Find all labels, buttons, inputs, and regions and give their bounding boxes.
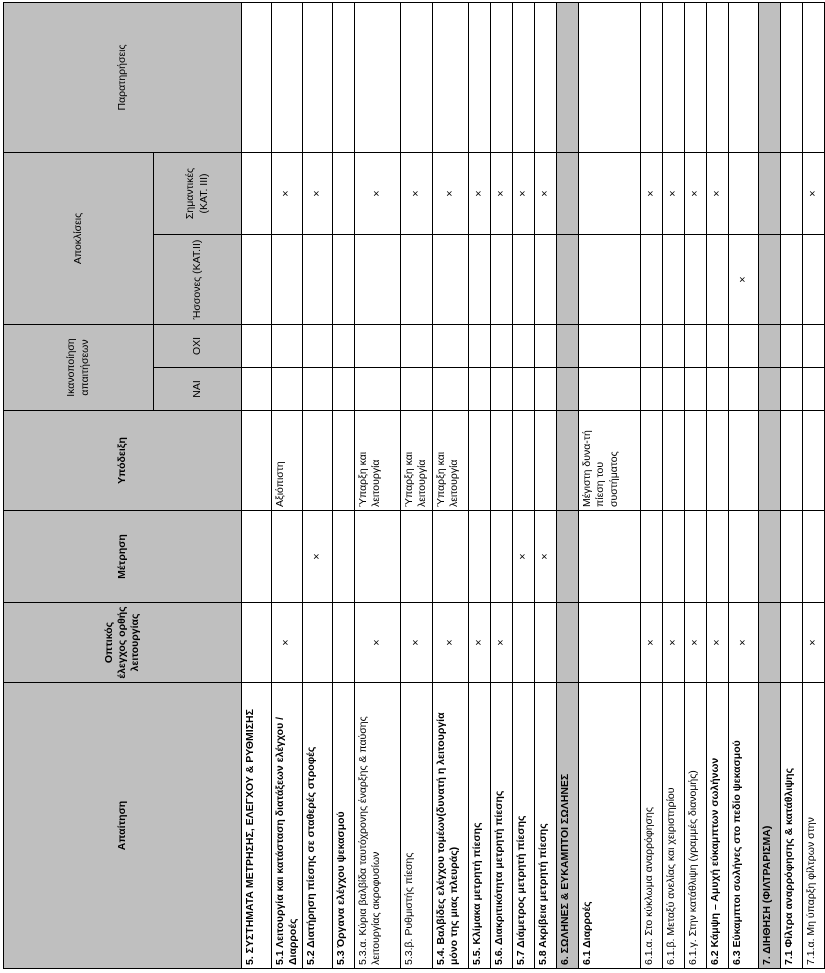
table-row [272, 2, 303, 968]
cell-remarks [513, 2, 535, 152]
cell-visual-check: × [433, 603, 469, 683]
cell-remarks [433, 2, 469, 152]
cell-minor [333, 235, 355, 325]
cell-no [355, 325, 401, 368]
table-row [803, 2, 825, 968]
cell-minor [535, 235, 557, 325]
cell-remarks [729, 2, 759, 152]
cell-significant [242, 152, 272, 234]
cell-minor [433, 235, 469, 325]
header-significant: Σημαντικές (ΚΑΤ. ΙΙΙ) [154, 152, 242, 234]
cell-minor [557, 235, 579, 325]
table-row [513, 2, 535, 968]
cell-requirement: 6.2 Κάμψη – Αμυχή εύκαμπτων σωλήνων [707, 683, 729, 969]
cell-measurement [729, 511, 759, 603]
cell-remarks [401, 2, 433, 152]
table-row [242, 2, 272, 968]
cell-visual-check: × [663, 603, 685, 683]
cell-measurement [685, 511, 707, 603]
table-row [579, 2, 641, 968]
cell-visual-check [535, 603, 557, 683]
cell-visual-check [579, 603, 641, 683]
cell-measurement [579, 511, 641, 603]
cell-yes [303, 368, 333, 411]
cell-measurement [641, 511, 663, 603]
table-header [4, 2, 242, 968]
cell-no [491, 325, 513, 368]
cell-measurement [803, 511, 825, 603]
cell-visual-check [303, 603, 333, 683]
cell-significant [333, 152, 355, 234]
cell-significant: × [641, 152, 663, 234]
cell-significant [759, 152, 781, 234]
table-row [641, 2, 663, 968]
cell-indication [707, 411, 729, 511]
table-row [663, 2, 685, 968]
cell-requirement: 5.1 Λειτουργία και κατάσταση διατάξεων ελέγχου / Διαρροές [272, 683, 303, 969]
cell-requirement: 5.4. Βαλβίδες ελέγχου τομέων(δυνατή η λειτουργία μόνο της μιας πλευράς) [433, 683, 469, 969]
cell-significant: × [707, 152, 729, 234]
table-row [401, 2, 433, 968]
cell-minor [579, 235, 641, 325]
cell-indication: Αξιόπιστη [272, 411, 303, 511]
cell-requirement: 5.3.α. Κύρια βαλβίδα ταυτόχρονης έναρξης & παύσης λειτουργίας ακροφυσίων [355, 683, 401, 969]
cell-measurement [759, 511, 781, 603]
cell-requirement: 6.1.γ. Στην κατάθλιψη (γραμμές διανομής) [685, 683, 707, 969]
cell-significant: × [401, 152, 433, 234]
cell-indication: Ύπαρξη και λειτουργία [355, 411, 401, 511]
cell-indication: Ύπαρξη και λειτουργία [401, 411, 433, 511]
header-indication: Υπόδειξη [4, 411, 242, 511]
cell-remarks [557, 2, 579, 152]
table-row [469, 2, 491, 968]
table-row [355, 2, 401, 968]
cell-measurement: × [303, 511, 333, 603]
header-visual-check: Οπτικός έλεγχος ορθής λειτουργίας [4, 603, 242, 683]
cell-no [641, 325, 663, 368]
cell-yes [333, 368, 355, 411]
cell-requirement: 5.2 Διατήρηση πίεσης σε σταθερές στροφές [303, 683, 333, 969]
cell-measurement [333, 511, 355, 603]
cell-no [759, 325, 781, 368]
cell-visual-check: × [729, 603, 759, 683]
cell-requirement: 6.1 Διαρροές [579, 683, 641, 969]
cell-requirement: 6.3 Εύκαμπτοι σωλήνες στο πεδίο ψεκασμού [729, 683, 759, 969]
table-body [242, 2, 825, 968]
header-no: ΟΧΙ [154, 325, 242, 368]
cell-minor [685, 235, 707, 325]
cell-indication [663, 411, 685, 511]
cell-significant [579, 152, 641, 234]
cell-visual-check: × [401, 603, 433, 683]
cell-remarks [272, 2, 303, 152]
table-row [333, 2, 355, 968]
cell-requirement: 5.3.β. Ρυθμιστής πίεσης [401, 683, 433, 969]
cell-visual-check [242, 603, 272, 683]
cell-yes [355, 368, 401, 411]
cell-minor: × [729, 235, 759, 325]
table-row [685, 2, 707, 968]
cell-requirement: 5. ΣΥΣΤΗΜΑΤΑ ΜΕΤΡΗΣΗΣ, ΕΛΕΓΧΟΥ & ΡΥΘΜΙΣΗΣ [242, 683, 272, 969]
header-satisfaction: Ικανοποίηση απαιτήσεων [4, 325, 154, 411]
cell-yes [803, 368, 825, 411]
cell-indication [781, 411, 803, 511]
cell-remarks [663, 2, 685, 152]
cell-requirement: 6.1.β. Μεταξύ ανελίας και χειριστηρίου [663, 683, 685, 969]
cell-significant: × [491, 152, 513, 234]
cell-visual-check: × [803, 603, 825, 683]
cell-significant: × [303, 152, 333, 234]
cell-requirement: 5.6. Διακριτικότητα μετρητή πίεσης [491, 683, 513, 969]
section-row [557, 2, 579, 968]
cell-no [333, 325, 355, 368]
cell-significant [781, 152, 803, 234]
cell-no [663, 325, 685, 368]
cell-visual-check: × [355, 603, 401, 683]
cell-no [242, 325, 272, 368]
cell-measurement [663, 511, 685, 603]
cell-measurement [469, 511, 491, 603]
cell-yes [781, 368, 803, 411]
cell-measurement [781, 511, 803, 603]
cell-indication [333, 411, 355, 511]
cell-significant: × [469, 152, 491, 234]
cell-minor [303, 235, 333, 325]
cell-remarks [355, 2, 401, 152]
table-row [781, 2, 803, 968]
cell-no [557, 325, 579, 368]
cell-yes [513, 368, 535, 411]
cell-minor [469, 235, 491, 325]
cell-visual-check: × [491, 603, 513, 683]
header-yes: ΝΑΙ [154, 368, 242, 411]
cell-no [781, 325, 803, 368]
cell-no [513, 325, 535, 368]
table-row [729, 2, 759, 968]
cell-significant [729, 152, 759, 234]
cell-significant [557, 152, 579, 234]
cell-indication [491, 411, 513, 511]
cell-no [303, 325, 333, 368]
cell-remarks [579, 2, 641, 152]
cell-indication [513, 411, 535, 511]
cell-remarks [759, 2, 781, 152]
cell-requirement: 5.7 Διάμετρος μετρητή πίεσης [513, 683, 535, 969]
cell-yes [641, 368, 663, 411]
cell-minor [781, 235, 803, 325]
cell-remarks [469, 2, 491, 152]
cell-no [685, 325, 707, 368]
header-deviations: Αποκλίσεις [4, 152, 154, 324]
cell-remarks [491, 2, 513, 152]
cell-measurement [355, 511, 401, 603]
cell-visual-check: × [707, 603, 729, 683]
cell-measurement [491, 511, 513, 603]
table-row [433, 2, 469, 968]
cell-yes [491, 368, 513, 411]
cell-no [535, 325, 557, 368]
cell-visual-check: × [685, 603, 707, 683]
table-row [535, 2, 557, 968]
cell-requirement: 7. ΔΙΗΘΗΣΗ (ΦΙΛΤΡΑΡΙΣΜΑ) [759, 683, 781, 969]
cell-yes [759, 368, 781, 411]
cell-remarks [242, 2, 272, 152]
cell-yes [469, 368, 491, 411]
cell-yes [401, 368, 433, 411]
cell-no [401, 325, 433, 368]
cell-yes [729, 368, 759, 411]
cell-minor [401, 235, 433, 325]
header-requirement: Απαίτηση [4, 683, 242, 969]
cell-significant: × [433, 152, 469, 234]
cell-no [579, 325, 641, 368]
cell-remarks [333, 2, 355, 152]
cell-measurement [242, 511, 272, 603]
cell-indication: Ύπαρξη και λειτουργία [433, 411, 469, 511]
cell-no [272, 325, 303, 368]
cell-indication [535, 411, 557, 511]
cell-significant: × [272, 152, 303, 234]
cell-requirement: 7.1.α. Μη ύπαρξη φίλτρων στην [803, 683, 825, 969]
cell-no [433, 325, 469, 368]
cell-remarks [707, 2, 729, 152]
cell-indication [303, 411, 333, 511]
cell-yes [272, 368, 303, 411]
cell-significant: × [803, 152, 825, 234]
cell-significant: × [355, 152, 401, 234]
cell-remarks [781, 2, 803, 152]
cell-measurement [707, 511, 729, 603]
cell-yes [535, 368, 557, 411]
cell-yes [433, 368, 469, 411]
cell-minor [272, 235, 303, 325]
cell-indication [557, 411, 579, 511]
cell-remarks [685, 2, 707, 152]
cell-minor [759, 235, 781, 325]
cell-requirement: 7.1 Φίλτρα αναρρόφησης & κατάθλιψης [781, 683, 803, 969]
cell-measurement [557, 511, 579, 603]
cell-requirement: 5.8 Ακρίβεια μετρητή πίεσης [535, 683, 557, 969]
cell-requirement: 5.3 Όργανα ελέγχου ψεκασμού [333, 683, 355, 969]
cell-visual-check [781, 603, 803, 683]
cell-indication [469, 411, 491, 511]
table-row [303, 2, 333, 968]
cell-visual-check: × [469, 603, 491, 683]
cell-indication [242, 411, 272, 511]
cell-yes [557, 368, 579, 411]
cell-requirement: 6. ΣΩΛΗΝΕΣ & ΕΥΚΑΜΠΤΟΙ ΣΩΛΗΝΕΣ [557, 683, 579, 969]
inspection-table [3, 2, 825, 969]
cell-minor [491, 235, 513, 325]
cell-indication [729, 411, 759, 511]
cell-yes [685, 368, 707, 411]
cell-indication [641, 411, 663, 511]
cell-remarks [803, 2, 825, 152]
cell-remarks [535, 2, 557, 152]
cell-no [707, 325, 729, 368]
cell-measurement [272, 511, 303, 603]
cell-measurement: × [513, 511, 535, 603]
cell-yes [663, 368, 685, 411]
table-row [491, 2, 513, 968]
table-row [707, 2, 729, 968]
header-minor: Ήσσονες (ΚΑΤ.ΙΙ) [154, 235, 242, 325]
cell-remarks [641, 2, 663, 152]
cell-minor [513, 235, 535, 325]
cell-indication: Μέγιστη δυνα-τή πίεση του συστήματος [579, 411, 641, 511]
cell-measurement [401, 511, 433, 603]
cell-minor [355, 235, 401, 325]
cell-no [469, 325, 491, 368]
cell-minor [663, 235, 685, 325]
cell-measurement: × [535, 511, 557, 603]
cell-indication [759, 411, 781, 511]
cell-significant: × [685, 152, 707, 234]
cell-visual-check [759, 603, 781, 683]
cell-indication [685, 411, 707, 511]
cell-requirement: 5.5. Κλίμακα μετρητή πίεσης [469, 683, 491, 969]
cell-visual-check [513, 603, 535, 683]
cell-significant: × [535, 152, 557, 234]
cell-measurement [433, 511, 469, 603]
cell-no [729, 325, 759, 368]
header-measurement: Μέτρηση [4, 511, 242, 603]
section-row [759, 2, 781, 968]
cell-minor [242, 235, 272, 325]
cell-remarks [303, 2, 333, 152]
cell-no [803, 325, 825, 368]
cell-minor [707, 235, 729, 325]
cell-visual-check: × [641, 603, 663, 683]
cell-visual-check [333, 603, 355, 683]
cell-visual-check [557, 603, 579, 683]
cell-indication [803, 411, 825, 511]
cell-minor [803, 235, 825, 325]
cell-significant: × [663, 152, 685, 234]
header-remarks: Παρατηρήσεις [4, 2, 242, 152]
cell-significant: × [513, 152, 535, 234]
cell-yes [579, 368, 641, 411]
cell-yes [242, 368, 272, 411]
cell-minor [641, 235, 663, 325]
cell-visual-check: × [272, 603, 303, 683]
cell-requirement: 6.1.α. Στο κύκλωμα αναρρόφησης [641, 683, 663, 969]
cell-yes [707, 368, 729, 411]
